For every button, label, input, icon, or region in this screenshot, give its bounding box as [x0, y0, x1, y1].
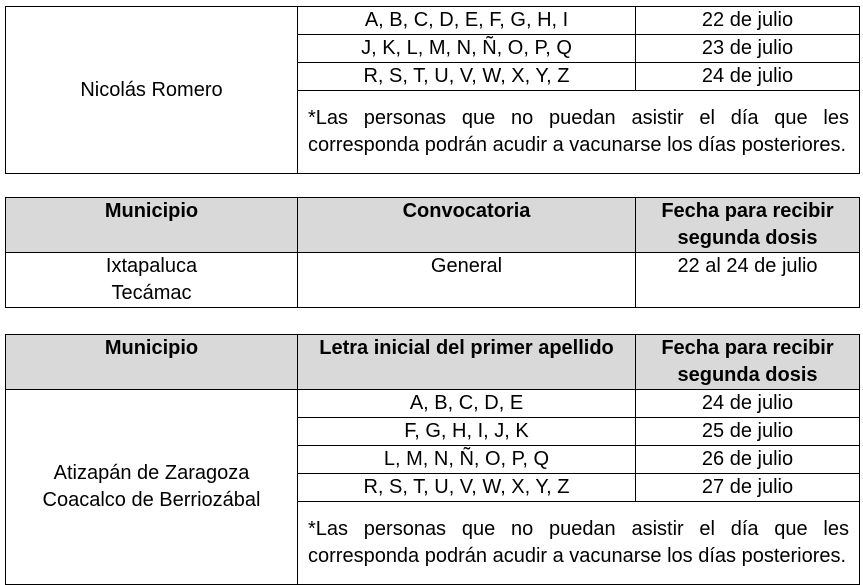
- date-cell: 23 de julio: [636, 35, 860, 63]
- date-cell: 24 de julio: [636, 63, 860, 91]
- letters-cell: J, K, L, M, N, Ñ, O, P, Q: [298, 35, 636, 63]
- date-cell: 22 de julio: [636, 7, 860, 35]
- letters-cell: R, S, T, U, V, W, X, Y, Z: [298, 474, 636, 502]
- date-cell: 27 de julio: [636, 474, 860, 502]
- municipio-name: Atizapán de Zaragoza: [53, 462, 250, 484]
- header-convocatoria: Convocatoria: [298, 198, 636, 253]
- header-letra: Letra inicial del primer apellido: [298, 335, 636, 390]
- municipio-cell: [6, 390, 298, 585]
- convocatoria-cell: General: [298, 253, 636, 308]
- schedule-table-general: [5, 197, 860, 308]
- letters-cell: L, M, N, Ñ, O, P, Q: [298, 446, 636, 474]
- note-cell: *Las personas que no puedan asistir el día que les corresponda podrán acudir a vacunarse los días posteriores.: [298, 91, 860, 174]
- header-fecha: Fecha para recibir segunda dosis: [636, 335, 860, 390]
- municipio-name: Tecámac: [111, 282, 192, 304]
- header-fecha: Fecha para recibir segunda dosis: [636, 198, 860, 253]
- municipio-name: Ixtapaluca: [105, 255, 198, 277]
- schedule-table-atizapan-coacalco: [5, 334, 860, 585]
- municipio-cell: [6, 253, 298, 308]
- letters-cell: A, B, C, D, E: [298, 390, 636, 418]
- municipio-cell: Nicolás Romero: [6, 7, 298, 174]
- note-cell: *Las personas que no puedan asistir el día que les corresponda podrán acudir a vacunarse los días posteriores.: [298, 502, 860, 585]
- date-cell: 24 de julio: [636, 390, 860, 418]
- letters-cell: A, B, C, D, E, F, G, H, I: [298, 7, 636, 35]
- municipio-name: Coacalco de Berriozábal: [42, 489, 261, 511]
- header-municipio: Municipio: [6, 335, 298, 390]
- date-cell: 26 de julio: [636, 446, 860, 474]
- date-cell: 25 de julio: [636, 418, 860, 446]
- date-cell: 22 al 24 de julio: [636, 253, 860, 308]
- header-municipio: Municipio: [6, 198, 298, 253]
- letters-cell: R, S, T, U, V, W, X, Y, Z: [298, 63, 636, 91]
- schedule-table-nicolas-romero: [5, 6, 860, 174]
- letters-cell: F, G, H, I, J, K: [298, 418, 636, 446]
